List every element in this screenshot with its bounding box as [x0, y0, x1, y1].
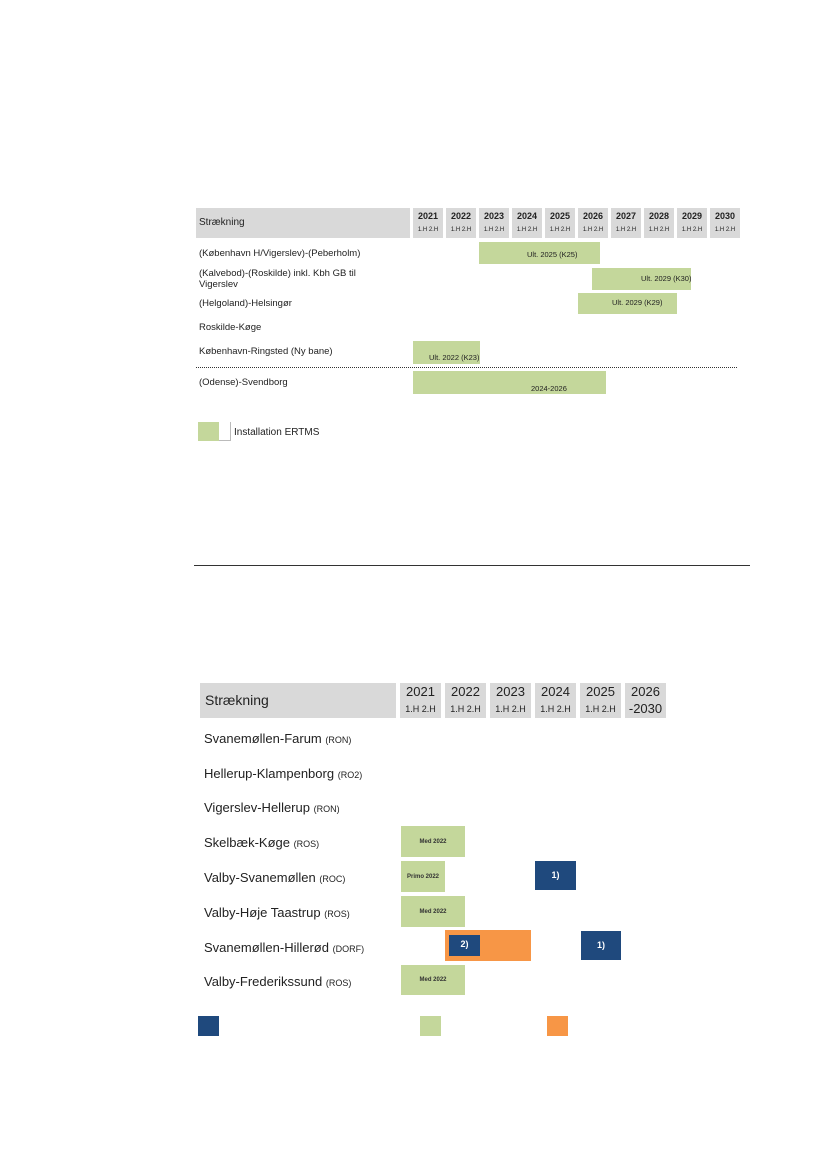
t2-legend-swatch-green [420, 1016, 441, 1036]
table1-header-label: Strækning [199, 217, 245, 228]
t1-half-label: 1.H 2.H [648, 227, 670, 233]
t2-year-label: 2021 [406, 684, 435, 699]
t2-half-label: 1.H 2.H [405, 704, 436, 714]
t1-legend-label: Installation ERTMS [234, 427, 320, 438]
t1-row-label: (Odense)-Svendborg [199, 377, 288, 388]
t1-half-label: 1.H 2.H [450, 227, 472, 233]
t1-row-label: Roskilde-Køge [199, 322, 262, 333]
t2-year-label: 2026 [631, 684, 660, 699]
t1-half-label: 1.H 2.H [615, 227, 637, 233]
t1-dotted-separator [196, 367, 737, 368]
t1-half-label: 1.H 2.H [483, 227, 505, 233]
t1-year-label: 2029 [681, 211, 703, 221]
t1-year-label: 2026 [582, 211, 604, 221]
t2-half-label: 1.H 2.H [450, 704, 481, 714]
t1-half-label: 1.H 2.H [417, 227, 439, 233]
t2-bar-label: Primo 2022 [406, 874, 440, 880]
t2-row-label: Hellerup-Klampenborg (RO2) [204, 766, 363, 781]
t2-year-label: 2024 [541, 684, 570, 699]
t2-row-label: Valby-Høje Taastrup (ROS) [204, 905, 350, 920]
t1-year-label: 2030 [714, 211, 736, 221]
t2-bar-label: Med 2022 [419, 839, 447, 845]
t1-bar-label: Ult. 2029 (K30) [641, 274, 692, 283]
t2-row-label: Svanemøllen-Hillerød (DORF) [204, 940, 365, 955]
t2-marker-label: 2) [460, 939, 469, 949]
t1-year-label: 2024 [516, 211, 538, 221]
t1-legend-swatch [198, 422, 219, 441]
t2-year-label: 2023 [496, 684, 525, 699]
t2-marker-label: 1) [551, 870, 560, 880]
t1-bar-label: Ult. 2029 (K29) [612, 298, 663, 307]
t2-half-label: 1.H 2.H [585, 704, 616, 714]
t2-half-label: 1.H 2.H [540, 704, 571, 714]
t1-half-label: 1.H 2.H [582, 227, 604, 233]
t2-legend-swatch-orange [547, 1016, 568, 1036]
t1-row-label: (Kalvebod)-(Roskilde) inkl. Kbh GB til Vigerslev [199, 268, 356, 290]
t1-year-label: 2023 [483, 211, 505, 221]
t2-year-label: 2025 [586, 684, 615, 699]
t2-half-label: 1.H 2.H [495, 704, 526, 714]
t1-bar-label: 2024-2026 [531, 384, 567, 393]
t1-half-label: 1.H 2.H [549, 227, 571, 233]
t1-legend-swatch-outline [219, 422, 231, 441]
t1-year-label: 2021 [417, 211, 439, 221]
t1-year-label: 2022 [450, 211, 472, 221]
t2-year-label: 2022 [451, 684, 480, 699]
t2-row-label: Skelbæk-Køge (ROS) [204, 835, 320, 850]
t1-bar [413, 371, 606, 394]
t2-bar-label: Med 2022 [419, 977, 447, 983]
t2-row-label: Valby-Svanemøllen (ROC) [204, 870, 346, 885]
t1-half-label: 1.H 2.H [681, 227, 703, 233]
t1-year-label: 2025 [549, 211, 571, 221]
t2-marker-label: 1) [596, 940, 605, 950]
t1-row-label: (Helgoland)-Helsingør [199, 298, 292, 309]
t2-row-label: Vigerslev-Hellerup (RON) [204, 800, 340, 815]
t1-bar-label: Ult. 2025 (K25) [527, 250, 578, 259]
t1-year-label: 2027 [615, 211, 637, 221]
t1-row-label: (København H/Vigerslev)-(Peberholm) [199, 248, 361, 259]
t1-row-label: København-Ringsted (Ny bane) [199, 346, 333, 357]
table2-header-label: Strækning [205, 692, 269, 708]
t2-last-sub-label: -2030 [628, 701, 663, 716]
page-separator [194, 565, 750, 566]
t1-bar-label: Ult. 2022 (K23) [429, 353, 480, 362]
t2-row-label: Svanemøllen-Farum (RON) [204, 731, 352, 746]
t2-row-label: Valby-Frederikssund (ROS) [204, 974, 352, 989]
t1-year-label: 2028 [648, 211, 670, 221]
t1-half-label: 1.H 2.H [516, 227, 538, 233]
t1-half-label: 1.H 2.H [714, 227, 736, 233]
t2-bar-label: Med 2022 [419, 909, 447, 915]
t2-legend-swatch-navy [198, 1016, 219, 1036]
